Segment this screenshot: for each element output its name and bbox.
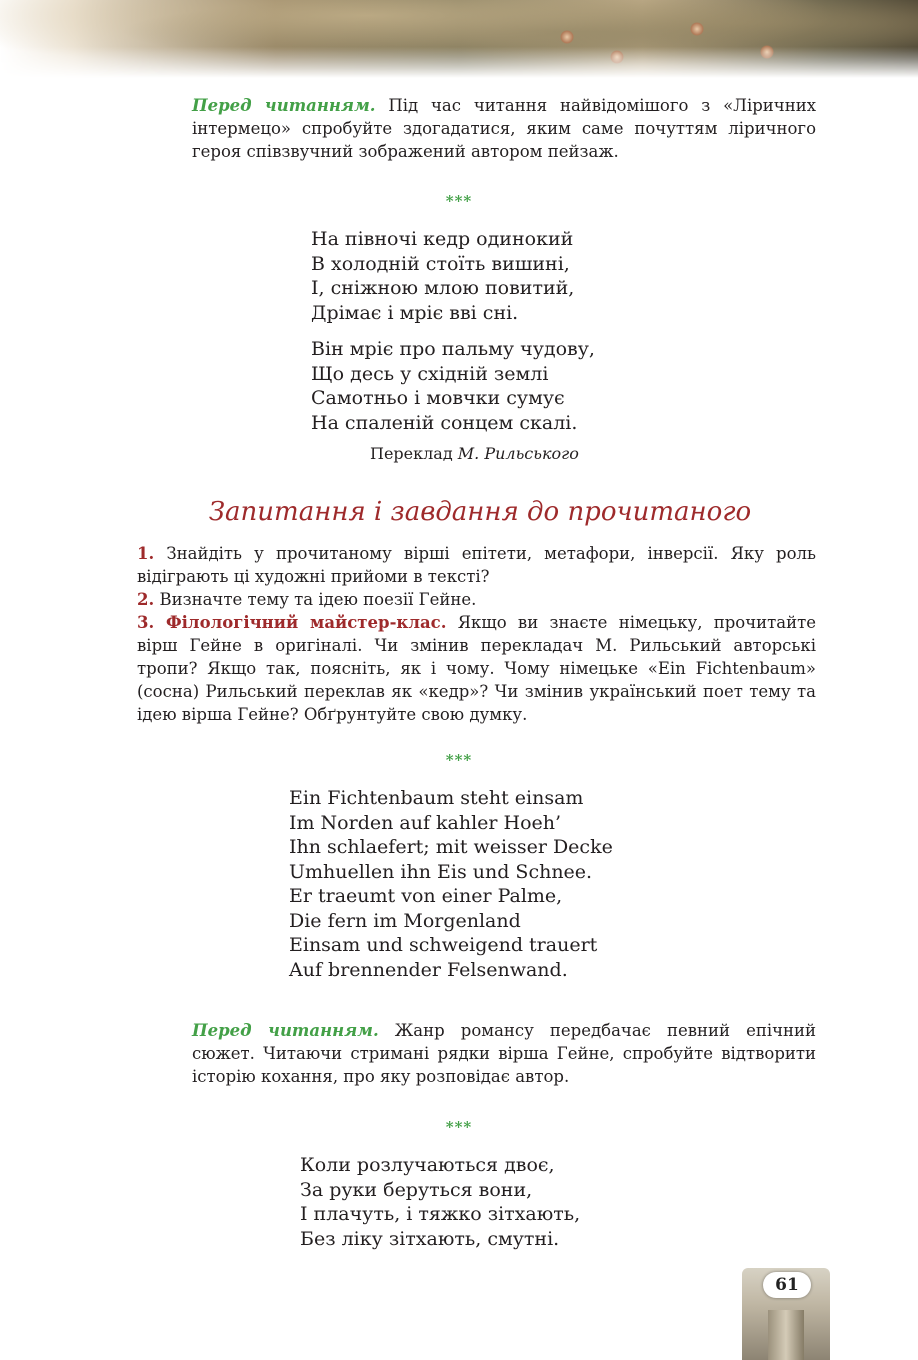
poem-line: Що десь у східній землі <box>311 362 549 385</box>
page-number: 61 <box>763 1272 811 1298</box>
tasks-list <box>137 542 816 726</box>
before-reading-label: Перед читанням. <box>192 1021 379 1040</box>
before-reading-note-2 <box>192 1019 816 1088</box>
poem-line: І плачуть, і тяжко зітхають, <box>300 1203 581 1225</box>
stars-divider-1: *** <box>445 192 473 210</box>
flower-ornament <box>610 50 624 64</box>
poem-line: Коли розлучаються двоє, <box>300 1154 555 1176</box>
poem-german <box>289 786 613 982</box>
poem-line: За руки беруться вони, <box>300 1178 533 1201</box>
flower-ornament <box>560 30 574 44</box>
poem-line: Ein Fichtenbaum steht einsam <box>289 787 584 809</box>
poem-line: На спаленій сонцем скалі. <box>311 411 578 434</box>
stars-divider-3: *** <box>445 1118 473 1136</box>
translation-credit: Переклад М. Рильського <box>370 444 579 463</box>
poem-line: Ihn schlaefert; mit weisser Decke <box>289 836 613 858</box>
poem-line: Дрімає і мріє вві сні. <box>311 301 519 324</box>
flower-ornament <box>760 45 774 59</box>
before-reading-text: Під час читання найвідомішого з «Ліричних інтермецо» спробуйте здогадатися, яким саме почуттям ліричного героя співзвучний зображений автором пейзаж. <box>192 96 816 161</box>
stars-divider-2: *** <box>445 751 473 769</box>
header-illustration <box>0 0 918 78</box>
before-reading-label: Перед читанням. <box>192 96 376 115</box>
poem-line: І, сніжною млою повитий, <box>311 277 575 299</box>
poem-ukrainian <box>311 227 595 435</box>
task-item: 2. Визначте тему та ідею поезії Гейне. <box>137 590 477 609</box>
before-reading-note-1 <box>192 94 816 163</box>
flower-ornament <box>690 22 704 36</box>
poem-line: Umhuellen ihn Eis und Schnee. <box>289 860 593 883</box>
poem-line: Er traeumt von einer Palme, <box>289 885 563 907</box>
poem-line: Без ліку зітхають, смутні. <box>300 1227 560 1250</box>
questions-heading: Запитання і завдання до прочитаного <box>208 497 752 527</box>
poem-line: На півночі кедр одинокий <box>311 228 574 250</box>
poem-line: Einsam und schweigend trauert <box>289 934 598 956</box>
poem-line: В холодній стоїть вишині, <box>311 252 570 275</box>
task-item: 1. Знайдіть у прочитаному вірші епітети, метафори, інверсії. Яку роль відіграють ці художні прийоми в тексті? <box>137 544 816 586</box>
poem-line: Auf brennender Felsenwand. <box>289 958 568 981</box>
poem-romance <box>300 1153 580 1251</box>
translator-name: М. Рильського <box>457 444 579 463</box>
poem-line: Він мріє про пальму чудову, <box>311 338 595 360</box>
pillar-ornament <box>768 1310 804 1360</box>
task-item: 3. Філологічний майстер-клас. Якщо ви знаєте німецьку, прочитайте вірш Гейне в оригіналі. Чи змінив перекладач М. Рильський авторські тропи? Якщо так, поясніть, як і чому. Чому німецьке «Ein Fichtenbaum» (сосна) Рильський переклав як «кедр»? Чи змінив український поет тему та ідею вірша Гейне? Обґрунтуйте свою думку. <box>137 613 816 724</box>
poem-line: Самотньо і мовчки сумує <box>311 387 565 409</box>
before-reading-text: Жанр романсу передбачає певний епічний сюжет. Читаючи стримані рядки вірша Гейне, спробуйте відтворити історію кохання, про яку розповідає автор. <box>192 1021 817 1086</box>
poem-line: Im Norden auf kahler Hoeh’ <box>289 811 562 834</box>
poem-line: Die fern im Morgenland <box>289 909 521 932</box>
